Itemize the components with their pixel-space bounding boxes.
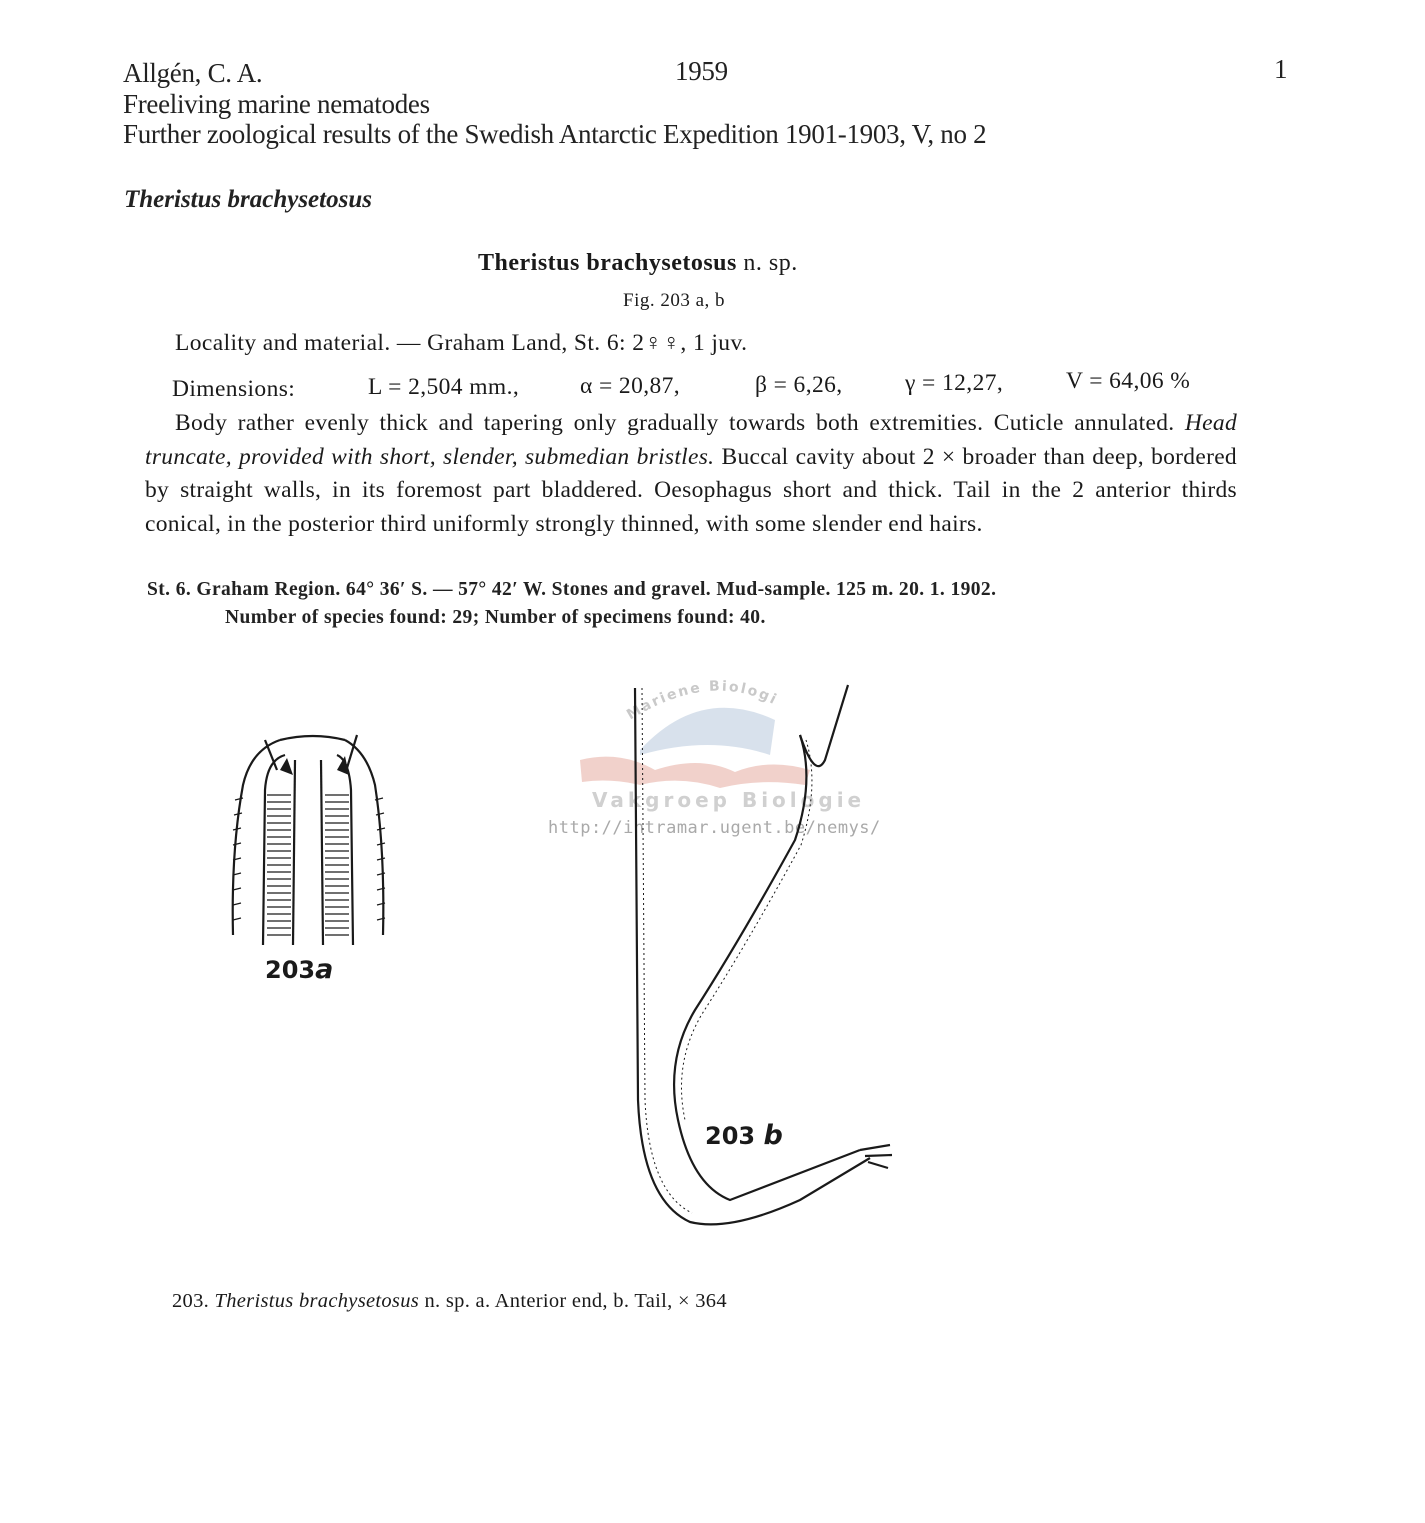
buccal-wall-right bbox=[321, 760, 323, 945]
end-hairs bbox=[860, 1145, 892, 1168]
dimension-alpha: α = 20,87, bbox=[580, 373, 681, 399]
article-title bbox=[478, 250, 798, 277]
bristle-right bbox=[347, 735, 357, 768]
article-title-species: Theristus brachysetosus bbox=[478, 250, 737, 276]
bladder-left bbox=[280, 758, 293, 775]
buccal-wall-left bbox=[293, 760, 295, 945]
locality-line: Locality and material. — Graham Land, St. 6: 2♀♀, 1 juv. bbox=[175, 330, 748, 356]
annulation-right bbox=[325, 795, 349, 935]
figure-203a-drawing bbox=[225, 730, 395, 950]
station-counts: Number of species found: 29; Number of specimens found: 40. bbox=[225, 607, 766, 628]
watermark-arc-path: Mariene Biologie bbox=[554, 648, 781, 724]
dimension-V: V = 64,06 % bbox=[1066, 368, 1191, 394]
dimension-L: L = 2,504 mm., bbox=[368, 374, 520, 400]
figure-203b-letter: b bbox=[763, 1120, 783, 1151]
caption-species: Theristus brachysetosus bbox=[214, 1290, 420, 1312]
annulation-left bbox=[267, 795, 291, 935]
description-italic: Head truncate, provided with short, slender, submedian bristles. bbox=[145, 410, 1237, 470]
figure-reference: Fig. 203 a, b bbox=[623, 290, 726, 311]
figure-203a-number: 203 bbox=[265, 956, 316, 984]
station-line: St. 6. Graham Region. 64° 36′ S. — 57° 42′ W. Stones and gravel. Mud-sample. 125 m. 20. 1. 1902. bbox=[147, 579, 997, 600]
figure-203b-drawing bbox=[620, 680, 910, 1240]
watermark-url: http://intramar.ugent.be/nemys/ bbox=[548, 818, 881, 838]
dimensions-label: Dimensions: bbox=[172, 376, 296, 402]
figure-203a-label bbox=[265, 954, 333, 985]
caption-number: 203. bbox=[172, 1290, 210, 1312]
article-title-suffix: n. sp. bbox=[743, 250, 798, 276]
head-outline-top bbox=[280, 736, 345, 740]
figure-203a-letter: a bbox=[315, 954, 334, 985]
watermark-group: Vakgroep Biologie bbox=[592, 788, 866, 812]
description-paragraph bbox=[145, 407, 1237, 541]
caption-description: n. sp. a. Anterior end, b. Tail, × 364 bbox=[424, 1290, 727, 1312]
description-part-2: Buccal cavity about 2 × broader than deep, bordered by straight walls, in its foremost part bladdered. Oesophagus short and thick. Tail in the 2 anterior thirds conical, in the posterior third uniformly strongly thinned, with some slender end hairs. bbox=[145, 443, 1237, 537]
inner-wall-left bbox=[263, 755, 285, 945]
page-number: 1 bbox=[1274, 54, 1288, 84]
figure-203b-number: 203 bbox=[705, 1122, 756, 1150]
figure-203b-label bbox=[705, 1120, 783, 1151]
dimension-gamma: γ = 12,27, bbox=[905, 370, 1004, 396]
inner-wall-right bbox=[337, 755, 353, 945]
year: 1959 bbox=[675, 56, 728, 86]
species-heading: Theristus brachysetosus bbox=[124, 186, 372, 213]
cuticle-texture-inner bbox=[681, 740, 811, 1120]
cuticle-texture-outer bbox=[642, 688, 692, 1213]
publication-title: Further zoological results of the Swedish Antarctic Expedition 1901-1903, V, no 2 bbox=[123, 119, 987, 149]
figure-caption bbox=[172, 1290, 727, 1313]
tail-dorsal-upper bbox=[800, 685, 848, 766]
dimension-beta: β = 6,26, bbox=[755, 372, 843, 398]
series-title: Freeliving marine nematodes bbox=[123, 89, 430, 119]
description-part-1: Body rather evenly thick and tapering only gradually towards both extremities. Cuticle annulated. bbox=[175, 410, 1175, 436]
author: Allgén, C. A. bbox=[123, 58, 263, 88]
